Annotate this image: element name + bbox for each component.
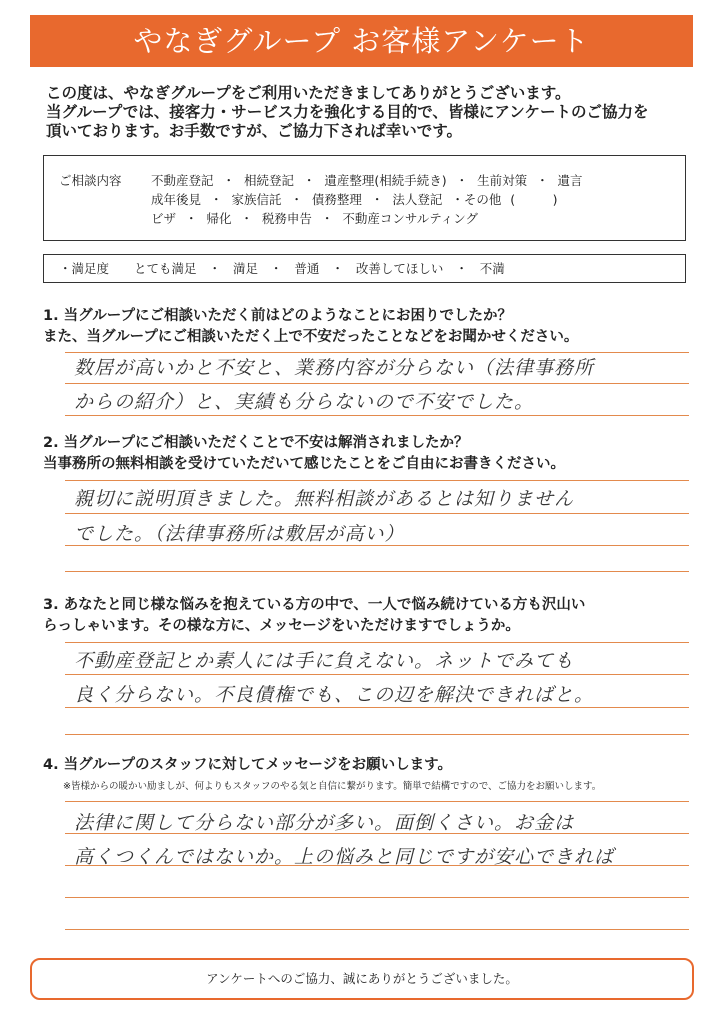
answer-rule (65, 833, 689, 834)
answer-rule (65, 352, 689, 353)
answer-rule (65, 513, 689, 514)
consultation-options-row: ビザ ・ 帰化 ・ 税務申告 ・ 不動産コンサルティング (151, 211, 478, 226)
question-line: 3. あなたと同じ様な悩みを抱えている方の中で、一人で悩み続けている方も沢山い (43, 597, 586, 613)
handwritten-answer: 高くつくんではないか。上の悩みと同じですが安心できれば (74, 846, 615, 868)
answer-rule (65, 734, 689, 735)
answer-rule (65, 707, 689, 708)
question-line: 2. 当グループにご相談いただくことで不安は解消されましたか？ (43, 435, 469, 451)
intro-text (46, 84, 686, 141)
answer-rule (65, 415, 689, 416)
handwritten-answer: 法律に関して分らない部分が多い。面倒くさい。お金は (74, 812, 575, 834)
answer-rule (65, 801, 689, 802)
question-1 (43, 306, 693, 348)
survey-title-banner: やなぎグループ お客様アンケート (30, 15, 693, 67)
answer-rule (65, 642, 689, 643)
question-line: 4. 当グループのスタッフに対してメッセージをお願いします。 (43, 757, 452, 773)
question-2 (43, 433, 693, 475)
question-line: また、当グループにご相談いただく上で不安だったことなどをお聞かせください。 (43, 329, 579, 345)
question-4-note: ※皆様からの暖かい励ましが、何よりもスタッフのやる気と自信に繋がります。簡単で結構ですので、ご協力をお願いします。 (63, 781, 602, 792)
handwritten-answer: 良く分らない。不良債権でも、この辺を解決できればと。 (74, 684, 595, 706)
intro-line: 当グループでは、接客力・サービス力を強化する目的で、皆様にアンケートのご協力を (46, 103, 649, 121)
handwritten-answer: でした。（法律事務所は敷居が高い） (74, 523, 405, 545)
consultation-options-row: 不動産登記 ・ 相続登記 ・ 遺産整理(相続手続き) ・ 生前対策 ・ 遺言 (151, 173, 583, 188)
question-line: らっしゃいます。その様な方に、メッセージをいただけますでしょうか。 (43, 618, 520, 634)
answer-rule (65, 571, 689, 572)
answer-rule (65, 545, 689, 546)
question-3 (43, 595, 693, 637)
intro-line: この度は、やなぎグループをご利用いただきましてありがとうございます。 (46, 84, 571, 102)
answer-rule (65, 480, 689, 481)
answer-rule (65, 674, 689, 675)
consultation-options-row: 成年後見 ・ 家族信託 ・ 債務整理 ・ 法人登記 ・その他 ( ) (151, 192, 558, 207)
answer-rule (65, 897, 689, 898)
thank-you-footer: アンケートへのご協力、誠にありがとうございました。 (30, 958, 694, 1000)
handwritten-answer: 不動産登記とか素人には手に負えない。ネットでみても (74, 650, 575, 672)
question-4 (43, 755, 693, 776)
answer-rule (65, 865, 689, 866)
question-line: 1. 当グループにご相談いただく前はどのようなことにお困りでしたか？ (43, 308, 512, 324)
answer-rule (65, 929, 689, 930)
answer-rule (65, 383, 689, 384)
satisfaction-box: ・満足度 とても満足 ・ 満足 ・ 普通 ・ 改善してほしい ・ 不満 (43, 254, 686, 283)
handwritten-answer: 数居が高いかと不安と、業務内容が分らない（法律事務所 (74, 357, 595, 379)
intro-line: 頂いております。お手数ですが、ご協力下されば幸いです。 (46, 122, 463, 140)
question-line: 当事務所の無料相談を受けていただいて感じたことをご自由にお書きください。 (43, 456, 565, 472)
consultation-label: ご相談内容 (59, 173, 122, 188)
consultation-box (43, 155, 686, 241)
handwritten-answer: 親切に説明頂きました。無料相談があるとは知りません (74, 488, 575, 510)
handwritten-answer: からの紹介）と、実績も分らないので不安でした。 (74, 391, 535, 413)
